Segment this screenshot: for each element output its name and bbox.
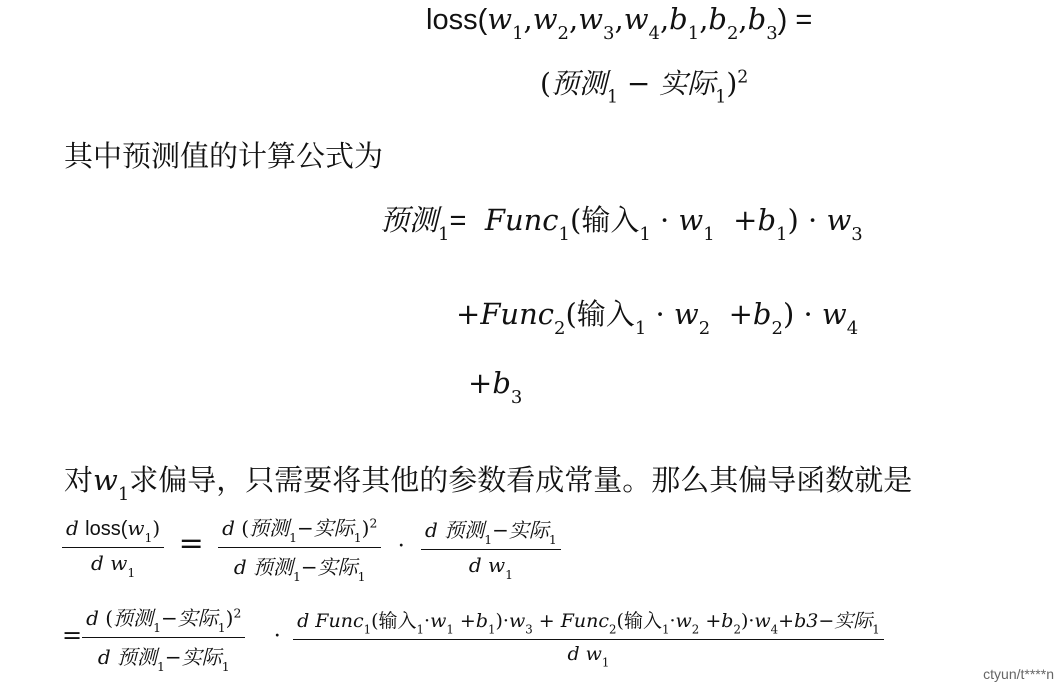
derivative-formula-line-2: = $\frac{d (预测_1-实际_1)^2}{d 预测_1-实际_1}$ · $\frac{d Func_1(输入_1\cdot w_1 +b_1)\cdot w_3 + Func_2(输入_1\cdot w_2 +b_2)\cdot w_4+b3-实际_1}{d w_1}$ — [62, 602, 884, 674]
prediction-formula-line-1: 预测$_1$= Func$_1$(输入$_1 \cdot w_1 +b_1) \cdot w_3$ — [380, 203, 863, 245]
watermark: ctyun/t****n — [983, 666, 1054, 682]
fraction-dloss-dpred-2: $\frac{d (预测_1-实际_1)^2}{d 预测_1-实际_1}$ — [82, 602, 245, 674]
loss-definition-lhs: $loss(w_1,w_2,w_3,w_4,b_1,b_2,b_3)$ = — [426, 2, 813, 44]
prediction-formula-line-3: $+b_3$ — [468, 366, 523, 408]
fraction-dloss-dw1: $\frac{d loss(w_1)}{d w_1}$ — [62, 516, 164, 580]
fraction-dloss-dpred: $\frac{d (预测_1-实际_1)^2}{d 预测_1-实际_1}$ — [218, 512, 381, 584]
prediction-formula-line-2: +Func$_2$(输入$_1 \cdot w_2 +b_2) \cdot w_4$ — [456, 297, 859, 339]
fraction-dpred-dw1: $\frac{d 预测_1-实际_1}{d w_1}$ — [421, 514, 561, 582]
fraction-dpred-expanded-dw1: $\frac{d Func_1(输入_1\cdot w_1 +b_1)\cdot w_3 + Func_2(输入_1\cdot w_2 +b_2)\cdot w_4+b3-实际_1}{d w_1}$ — [293, 606, 884, 669]
loss-label: loss( — [426, 4, 488, 36]
derivative-formula-line-1: $\frac{d loss(w_1)}{d w_1}$ = $\frac{d (预测_1-实际_1)^2}{d 预测_1-实际_1}$ · $\frac{d 预测_1-实际_1}{d w_1}$ — [62, 512, 561, 584]
explanation-text-2: 对$w_1$求偏导，只需要将其他的参数看成常量。那么其偏导函数就是 — [64, 463, 913, 505]
loss-definition-rhs: (预测$_1$ − 实际$_1$)$^2$ — [540, 67, 749, 108]
explanation-text-1: 其中预测值的计算公式为 — [64, 139, 384, 173]
